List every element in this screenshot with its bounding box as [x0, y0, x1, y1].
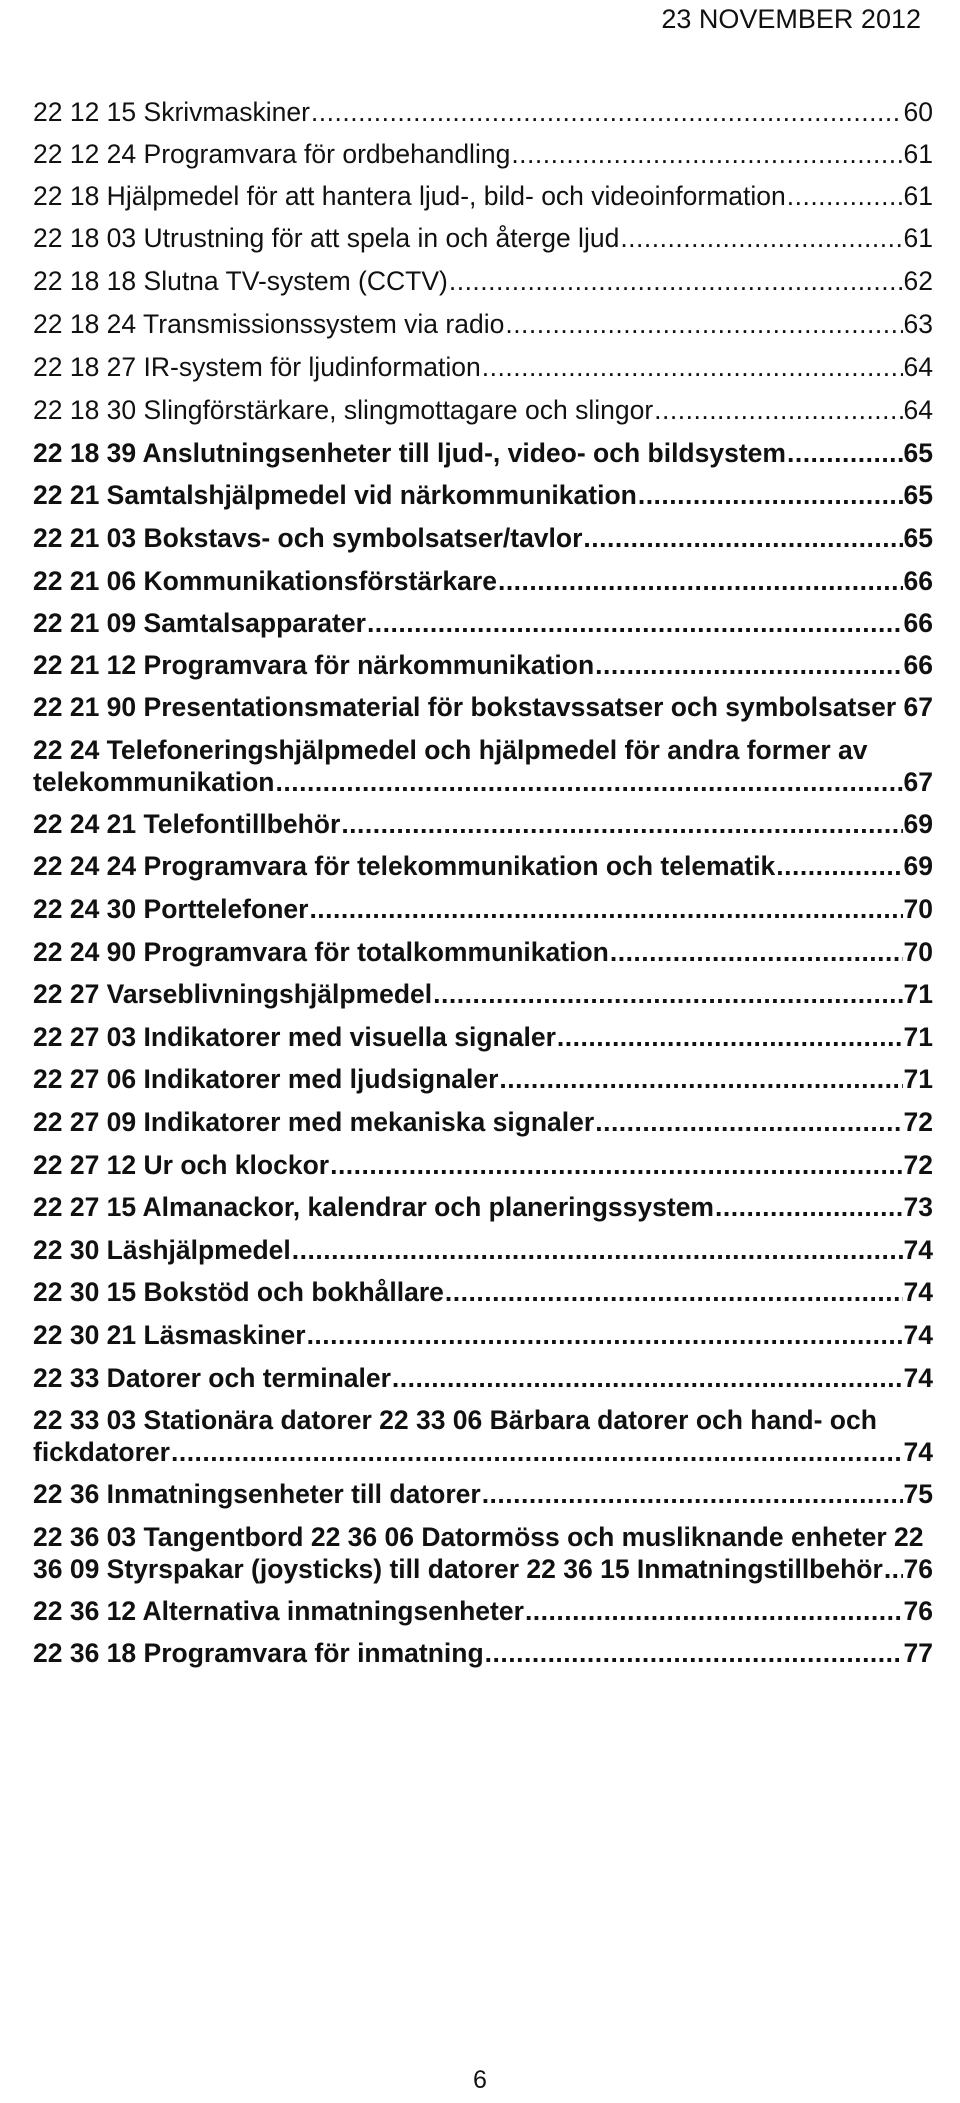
dot-leader: [171, 1436, 903, 1468]
toc-entry-title: 22 27 12 Ur och klockor: [33, 1150, 330, 1180]
toc-entry[interactable]: [33, 351, 933, 383]
dot-leader: [311, 96, 903, 128]
toc-entry-page: 74: [903, 1235, 933, 1265]
toc-entry-page: 60: [903, 97, 933, 127]
toc-entry-title: 22 21 09 Samtalsapparater: [33, 608, 366, 638]
toc-entry[interactable]: [33, 649, 933, 681]
dot-leader: [787, 180, 903, 212]
toc-entry[interactable]: [33, 522, 933, 554]
toc-entry-page: 73: [903, 1192, 933, 1222]
dot-leader: [485, 1637, 903, 1669]
toc-entry-page: 66: [903, 566, 933, 596]
toc-entry-title: 22 27 Varseblivningshjälpmedel: [33, 979, 433, 1009]
toc-entry[interactable]: [33, 734, 933, 798]
toc-entry-title: 22 18 27 IR-system för ljudinformation: [33, 352, 481, 382]
toc-entry-title: 36 09 Styrspakar (joysticks) till datorer 22 36 15 Inmatningstillbehör: [33, 1554, 883, 1584]
toc-entry[interactable]: [33, 691, 933, 723]
toc-entry-page: 67: [903, 767, 933, 797]
toc-entry-title: 22 12 24 Programvara för ordbehandling: [33, 139, 511, 169]
toc-entry-page: 69: [903, 809, 933, 839]
dot-leader: [557, 1021, 903, 1053]
toc-entry-title: 22 30 Läshjälpmedel: [33, 1235, 291, 1265]
toc-entry-title: 22 27 15 Almanackor, kalendrar och planeringssystem: [33, 1192, 714, 1222]
dot-leader: [482, 1478, 903, 1510]
toc-entry-title: 22 18 39 Anslutningsenheter till ljud-, video- och bildsystem: [33, 438, 786, 468]
toc-entry-title: 22 24 30 Porttelefoner: [33, 894, 309, 924]
toc-entry[interactable]: [33, 265, 933, 297]
toc-entry[interactable]: [33, 1595, 933, 1627]
dot-leader: [525, 1595, 903, 1627]
toc-entry-title: 22 27 03 Indikatorer med visuella signaler: [33, 1022, 556, 1052]
toc-entry-title: 22 36 Inmatningsenheter till datorer: [33, 1479, 481, 1509]
toc-entry-page: 72: [903, 1150, 933, 1180]
toc-entry[interactable]: [33, 607, 933, 639]
toc-entry-page: 61: [903, 181, 933, 211]
toc-entry-page: 71: [903, 1064, 933, 1094]
toc-entry-title: 22 27 09 Indikatorer med mekaniska signaler: [33, 1107, 595, 1137]
toc-entry-page: 62: [903, 266, 933, 296]
toc-entry-title: fickdatorer: [33, 1437, 170, 1467]
toc-entry[interactable]: [33, 1021, 933, 1053]
toc-entry-page: 69: [903, 851, 933, 881]
toc-entry[interactable]: [33, 394, 933, 426]
toc-entry-page: 74: [903, 1320, 933, 1350]
dot-leader: [392, 1362, 903, 1394]
toc-entry-title: 22 12 15 Skrivmaskiner: [33, 97, 310, 127]
dot-leader: [367, 607, 903, 639]
toc-entry[interactable]: [33, 1149, 933, 1181]
toc-entry-page: 65: [903, 523, 933, 553]
toc-entry-page: 66: [903, 608, 933, 638]
toc-entry-page: 65: [903, 480, 933, 510]
toc-entry-page: 76: [903, 1596, 933, 1626]
dot-leader: [449, 265, 903, 297]
toc-entry-title: telekommunikation: [33, 767, 275, 797]
dot-leader: [638, 479, 903, 511]
toc-entry[interactable]: [33, 1106, 933, 1138]
toc-entry[interactable]: [33, 1276, 933, 1308]
toc-entry-title: 22 21 90 Presentationsmaterial för bokstavssatser och symbolsatser 67: [33, 692, 933, 722]
toc-entry[interactable]: [33, 1404, 933, 1468]
dot-leader: [433, 978, 902, 1010]
dot-leader: [884, 1553, 903, 1585]
dot-leader: [498, 565, 903, 597]
dot-leader: [309, 893, 902, 925]
toc-entry[interactable]: [33, 96, 933, 128]
toc-entry-title: 22 24 24 Programvara för telekommunikation och telematik: [33, 851, 776, 881]
dot-leader: [292, 1234, 903, 1266]
toc-entry-title-line1: 22 33 03 Stationära datorer 22 33 06 Bärbara datorer och hand- och: [33, 1405, 877, 1435]
toc-entry-page: 71: [903, 1022, 933, 1052]
toc-entry-title-line1: 22 24 Telefoneringshjälpmedel och hjälpmedel för andra former av: [33, 735, 868, 765]
toc-entry-title-line1: 22 36 03 Tangentbord 22 36 06 Datormöss och musliknande enheter 22: [33, 1522, 924, 1552]
header-date: 23 NOVEMBER 2012: [661, 4, 921, 34]
toc-entry-title: 22 27 06 Indikatorer med ljudsignaler: [33, 1064, 499, 1094]
dot-leader: [595, 1106, 902, 1138]
toc-entry-page: 70: [903, 894, 933, 924]
toc-entry[interactable]: [33, 808, 933, 840]
toc-entry[interactable]: [33, 180, 933, 212]
toc-entry-page: 61: [903, 223, 933, 253]
toc-entry-title: 22 18 24 Transmissionssystem via radio: [33, 309, 505, 339]
dot-leader: [787, 437, 903, 469]
dot-leader: [654, 394, 902, 426]
toc-entry[interactable]: [33, 437, 933, 469]
page-number: 6: [473, 2066, 487, 2094]
toc-entry-title: 22 30 15 Bokstöd och bokhållare: [33, 1277, 444, 1307]
dot-leader: [620, 222, 902, 254]
toc-entry[interactable]: [33, 308, 933, 340]
toc-entry-page: 64: [903, 352, 933, 382]
toc-entry-title: 22 21 Samtalshjälpmedel vid närkommunikation: [33, 480, 637, 510]
toc-entry-title: 22 24 90 Programvara för totalkommunikation: [33, 937, 609, 967]
toc-entry-title: 22 18 Hjälpmedel för att hantera ljud-, bild- och videoinformation: [33, 181, 786, 211]
toc-entry-page: 66: [903, 650, 933, 680]
toc-entry[interactable]: [33, 138, 933, 170]
toc-entry-page: 74: [903, 1437, 933, 1467]
toc-entry[interactable]: [33, 978, 933, 1010]
dot-leader: [595, 649, 902, 681]
dot-leader: [341, 808, 902, 840]
toc-entry[interactable]: [33, 1063, 933, 1095]
toc-entry-title: 22 18 03 Utrustning för att spela in och återge ljud: [33, 223, 620, 253]
toc-entry[interactable]: [33, 1362, 933, 1394]
toc-entry[interactable]: [33, 565, 933, 597]
toc-entry[interactable]: [33, 1478, 933, 1510]
dot-leader: [505, 308, 902, 340]
toc-entry-title: 22 36 12 Alternativa inmatningsenheter: [33, 1596, 524, 1626]
toc-entry-page: 75: [903, 1479, 933, 1509]
toc-entry-title: 22 21 12 Programvara för närkommunikation: [33, 650, 595, 680]
toc-entry-title: 22 36 18 Programvara för inmatning: [33, 1638, 484, 1668]
toc-entry-title: 22 18 30 Slingförstärkare, slingmottagare och slingor: [33, 395, 654, 425]
toc-entry-title: 22 24 21 Telefontillbehör: [33, 809, 341, 839]
toc-entry-page: 64: [903, 395, 933, 425]
dot-leader: [610, 936, 903, 968]
toc-entry[interactable]: [33, 1319, 933, 1351]
toc-entry-title: 22 21 03 Bokstavs- och symbolsatser/tavlor: [33, 523, 583, 553]
toc-entry-page: 71: [903, 979, 933, 1009]
dot-leader: [499, 1063, 902, 1095]
toc-entry-page: 76: [903, 1554, 933, 1584]
dot-leader: [445, 1276, 903, 1308]
toc-entry[interactable]: [33, 1191, 933, 1223]
toc-entry-title: 22 33 Datorer och terminaler: [33, 1363, 391, 1393]
dot-leader: [511, 138, 902, 170]
toc-entry-title: 22 21 06 Kommunikationsförstärkare: [33, 566, 497, 596]
toc-entry[interactable]: [33, 936, 933, 968]
dot-leader: [715, 1191, 903, 1223]
toc-entry[interactable]: [33, 893, 933, 925]
toc-entry[interactable]: [33, 479, 933, 511]
dot-leader: [776, 850, 902, 882]
dot-leader: [583, 522, 902, 554]
dot-leader: [482, 351, 903, 383]
toc-entry[interactable]: [33, 1521, 933, 1585]
toc-entry[interactable]: [33, 850, 933, 882]
toc-entry[interactable]: [33, 222, 933, 254]
toc-entry-page: 72: [903, 1107, 933, 1137]
toc-entry-page: 70: [903, 937, 933, 967]
toc-entry[interactable]: [33, 1637, 933, 1669]
toc-entry-title: 22 30 21 Läsmaskiner: [33, 1320, 306, 1350]
dot-leader: [307, 1319, 903, 1351]
toc-entry-title: 22 18 18 Slutna TV-system (CCTV): [33, 266, 448, 296]
toc-entry-page: 74: [903, 1277, 933, 1307]
dot-leader: [276, 766, 903, 798]
dot-leader: [330, 1149, 902, 1181]
toc-entry-page: 65: [903, 438, 933, 468]
toc-entry-page: 61: [903, 139, 933, 169]
toc-entry[interactable]: [33, 1234, 933, 1266]
toc-entry-page: 74: [903, 1363, 933, 1393]
toc-entry-page: 77: [903, 1638, 933, 1668]
toc-entry-page: 63: [903, 309, 933, 339]
